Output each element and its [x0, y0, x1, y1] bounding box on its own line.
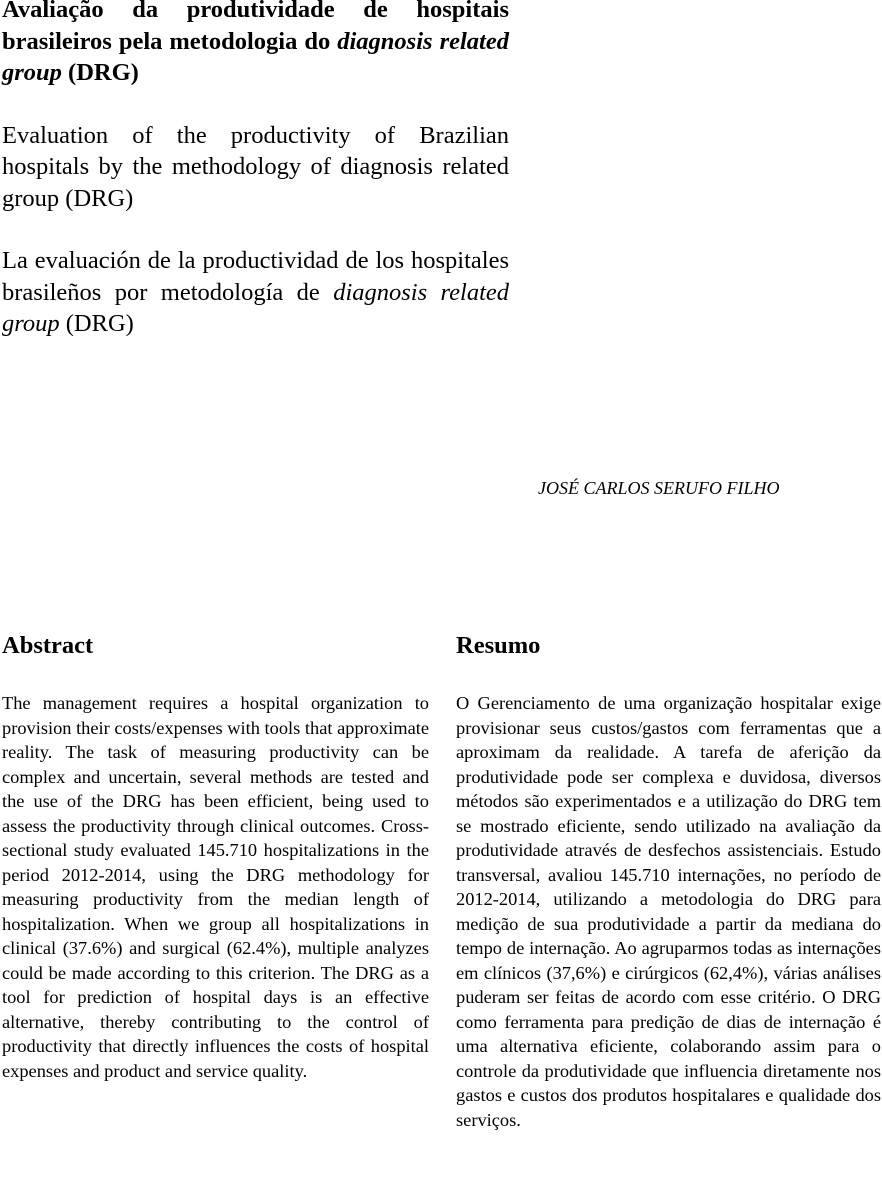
- title-spanish-main: La evaluación de la productividad de los hospitales brasileños por metodología de: [2, 247, 509, 306]
- title-portuguese: [2, 0, 509, 89]
- resumo-text: O Gerenciamento de uma organização hospitalar exige provisionar seus custos/gastos com ferramentas que a aproximam da realidade. A tarefa de aferição da produtividade pode ser complexa e duvidosa, diversos métodos são experimentados e a utilização do DRG tem se mostrado eficiente, sendo utilizado na avaliação da produtividade através de desfechos assistenciais. Estudo transversal, avaliou 145.710 internações, no período de 2012-2014, utilizando a metodologia do DRG para medição de sua produtividade a partir da mediana do tempo de internação. Ao agruparmos todas as internações em clínicos (37,6%) e cirúrgicos (62,4%), várias análises puderam ser feitas de acordo com esse critério. O DRG como ferramenta para predição de dias de internação é uma alternativa eficiente, colaborando assim para o controle da produtividade que influencia diretamente nos gastos e custos dos produtos hospitalares e qualidade dos serviços.: [456, 693, 881, 1130]
- title-portuguese-main: Avaliação da produtividade de hospitais brasileiros pela metodologia do: [2, 0, 509, 55]
- title-spanish: [2, 245, 509, 340]
- title-portuguese-italic: diagnosis related group: [2, 27, 509, 86]
- abstract-heading: Abstract: [2, 632, 94, 659]
- title-portuguese-suffix: (DRG): [61, 59, 139, 86]
- resumo-heading: Resumo: [456, 632, 541, 659]
- author-name: JOSÉ CARLOS SERUFO FILHO: [538, 478, 780, 498]
- title-spanish-italic: diagnosis related group: [2, 278, 510, 337]
- title-block: [2, 0, 509, 340]
- abstract-section: [2, 628, 429, 1083]
- abstract-text: The management requires a hospital organization to provision their costs/expenses with tools that approximate reality. The task of measuring productivity can be complex and uncertain, several methods are tested and the use of the DRG has been efficient, being used to assess the productivity through clinical outcomes. Cross-sectional study evaluated 145.710 hospitalizations in the period 2012-2014, using the DRG methodology for measuring productivity from the median length of hospitalization. When we group all hospitalizations in clinical (37.6%) and surgical (62.4%), multiple analyzes could be made according to this criterion. The DRG as a tool for prediction of hospital days is an effective alternative, thereby contributing to the control of productivity that directly influences the costs of hospital expenses and product and service quality.: [2, 693, 429, 1081]
- title-spanish-suffix: (DRG): [59, 310, 134, 337]
- title-english: Evaluation of the productivity of Brazilian hospitals by the methodology of diagnosis related group (DRG): [2, 121, 509, 212]
- resumo-section: [456, 628, 881, 1132]
